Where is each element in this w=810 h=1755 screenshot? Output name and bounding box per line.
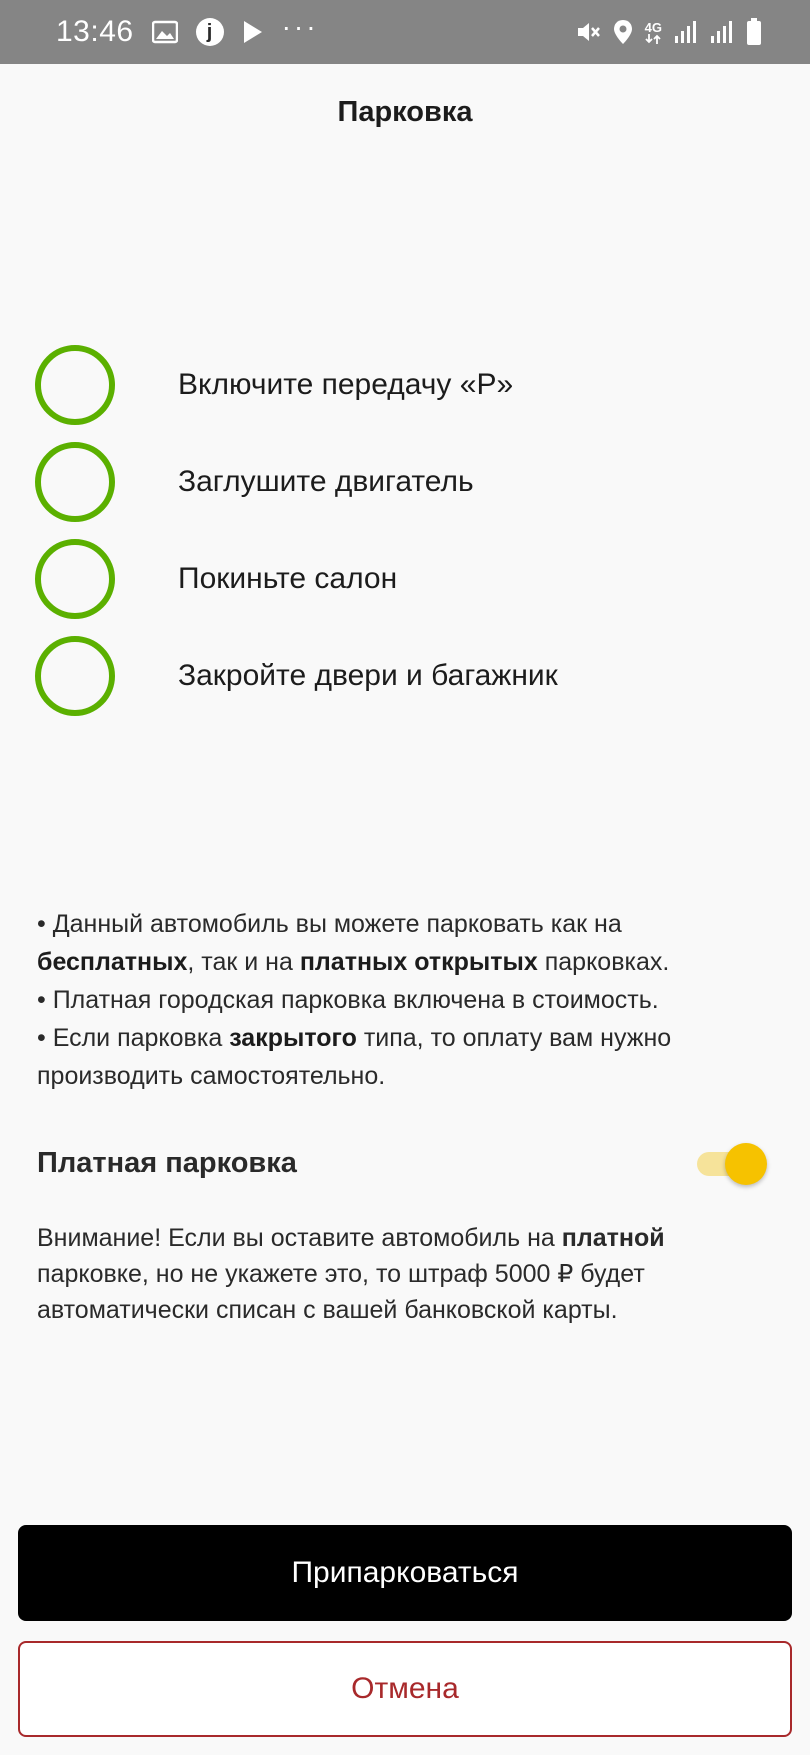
gallery-icon xyxy=(152,20,178,44)
cancel-button[interactable]: Отмена xyxy=(18,1641,792,1737)
check-circle-icon[interactable] xyxy=(35,636,115,716)
more-icon: ··· xyxy=(281,11,319,42)
status-left xyxy=(56,11,319,49)
status-bar xyxy=(0,0,810,64)
location-icon xyxy=(613,19,633,45)
paid-parking-warning: Внимание! Если вы оставите автомобиль на платной парковке, но не укажете это, то штраф 5000 ₽ будет автоматически списан с вашей банковской карты. xyxy=(37,1224,665,1324)
checklist-item[interactable] xyxy=(35,433,775,530)
signal-icon xyxy=(710,20,734,44)
info-line-closed-parking: • Если парковка закрытого типа, то оплату вам нужно производить самостоятельно. xyxy=(37,1024,672,1090)
signal-icon xyxy=(674,20,698,44)
network-4g-icon xyxy=(645,21,662,44)
mute-icon xyxy=(575,19,601,45)
check-circle-icon[interactable] xyxy=(35,345,115,425)
parking-checklist xyxy=(35,336,775,724)
paid-parking-row xyxy=(37,1143,767,1183)
checklist-item-label: Покиньте салон xyxy=(178,561,398,595)
play-store-icon xyxy=(242,20,264,44)
info-line-free-paid: • Данный автомобиль вы можете парковать как на бесплатных, так и на платных открытых парковках. xyxy=(37,910,670,976)
battery-icon xyxy=(746,18,762,46)
checklist-item[interactable] xyxy=(35,627,775,724)
checklist-item[interactable] xyxy=(35,336,775,433)
checklist-item-label: Заглушите двигатель xyxy=(178,464,474,498)
park-button[interactable]: Припарковаться xyxy=(18,1525,792,1621)
parking-info xyxy=(37,905,777,1095)
status-right xyxy=(575,18,762,46)
checklist-item-label: Включите передачу «P» xyxy=(178,367,514,401)
checklist-item-label: Закройте двери и багажник xyxy=(178,658,558,692)
network-label: 4G xyxy=(644,19,662,35)
check-circle-icon[interactable] xyxy=(35,539,115,619)
page-title: Парковка xyxy=(337,96,473,128)
paid-parking-title: Платная парковка xyxy=(37,1146,297,1179)
status-time: 13:46 xyxy=(56,15,134,48)
info-line-city-parking: • Платная городская парковка включена в стоимость. xyxy=(37,986,659,1014)
paid-parking-toggle[interactable] xyxy=(697,1143,767,1183)
app-j-icon: j xyxy=(196,18,224,46)
toggle-thumb xyxy=(725,1143,767,1185)
checklist-item[interactable] xyxy=(35,530,775,627)
check-circle-icon[interactable] xyxy=(35,442,115,522)
